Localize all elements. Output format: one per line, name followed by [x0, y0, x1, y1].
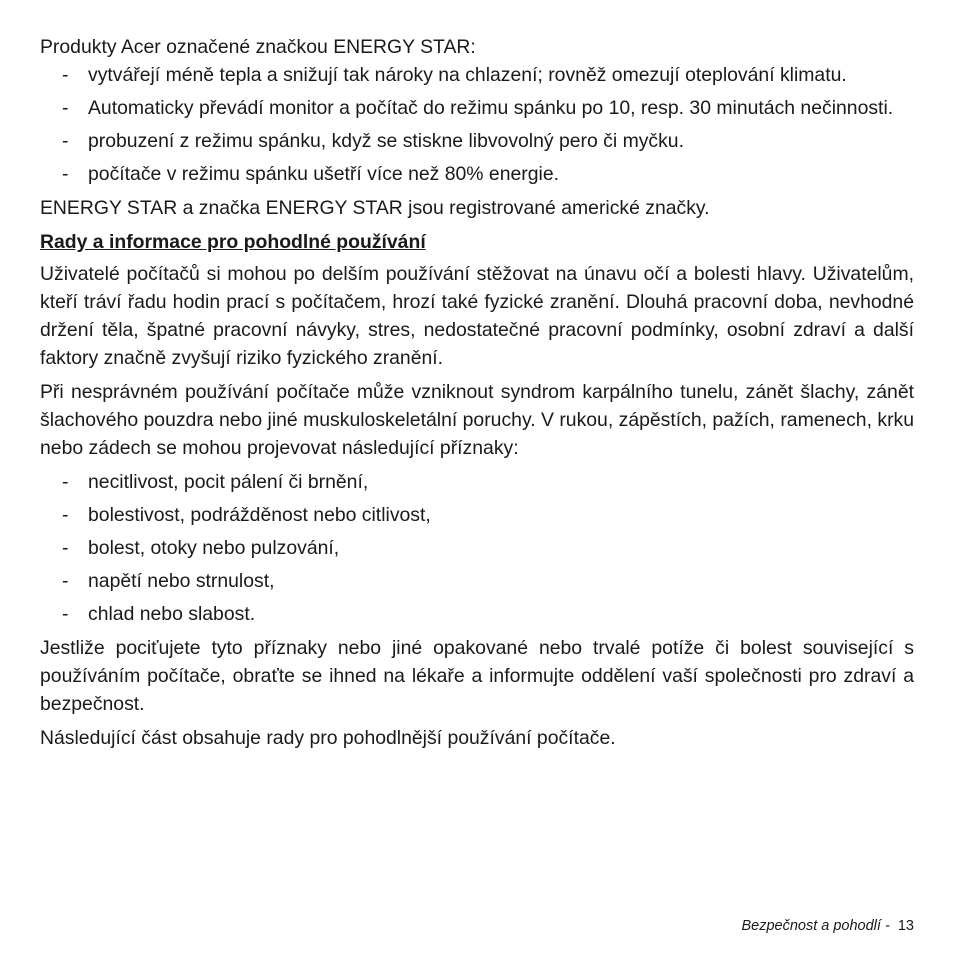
trademark-note: ENERGY STAR a značka ENERGY STAR jsou registrované americké značky. — [40, 197, 710, 219]
comfort-paragraph-3: Jestliže pociťujete tyto příznaky nebo jiné opakované nebo trvalé potíže či bolest související s používáním počítače, obraťte se ihned na lékaře a informujte oddělení vaší společnosti pro zdraví a bezpečnost. — [40, 637, 914, 715]
list-item-text: chlad nebo slabost. — [88, 603, 256, 625]
list-item — [40, 468, 914, 496]
list-item-text: probuzení z režimu spánku, když se stiskne libvovolný pero či myčku. — [88, 130, 684, 152]
list-item — [40, 534, 914, 562]
list-item-text: bolestivost, podrážděnost nebo citlivost, — [88, 504, 431, 526]
page-number: 13 — [897, 918, 914, 934]
bullet-dash: - — [62, 97, 69, 119]
bullet-dash: - — [62, 471, 69, 493]
list-item — [40, 501, 914, 529]
list-item — [40, 160, 914, 188]
list-item-text: počítače v režimu spánku ušetří více než 80% energie. — [88, 163, 560, 185]
bullet-dash: - — [62, 570, 69, 592]
page-footer — [741, 918, 914, 934]
list-item — [40, 567, 914, 595]
bullet-dash: - — [62, 504, 69, 526]
comfort-paragraph-1: Uživatelé počítačů si mohou po delším používání stěžovat na únavu očí a bolesti hlavy. Uživatelům, kteří tráví řadu hodin prací s počítačem, hrozí také fyzické zranění. Dlouhá pracovní doba, nevhodné držení těla, špatné pracovní návyky, stres, nedostatečné pracovní podmínky, osobní zdraví a další faktory značně zvyšují riziko fyzického zranění. — [40, 263, 914, 369]
section-heading: Rady a informace pro pohodlné používání — [40, 231, 426, 253]
comfort-paragraph-2: Při nesprávném používání počítače může vzniknout syndrom karpálního tunelu, zánět šlachy, zánět šlachového pouzdra nebo jiné muskuloskeletální poruchy. V rukou, zápěstích, pažích, ramenech, krku nebo zádech se mohou projevovat následující příznaky: — [40, 381, 914, 459]
bullet-dash: - — [62, 130, 69, 152]
list-item-text: Automaticky převádí monitor a počítač do režimu spánku po 10, resp. 30 minutách nečinnosti. — [88, 97, 894, 119]
list-item-text: bolest, otoky nebo pulzování, — [88, 537, 340, 559]
symptoms-list — [40, 468, 914, 628]
bullet-dash: - — [62, 603, 69, 625]
bullet-dash: - — [62, 163, 69, 185]
list-item — [40, 600, 914, 628]
energy-star-intro: Produkty Acer označené značkou ENERGY STAR: — [40, 36, 476, 58]
list-item-text: napětí nebo strnulost, — [88, 570, 275, 592]
list-item-text: vytvářejí méně tepla a snižují tak nároky na chlazení; rovněž omezují oteplování klimatu. — [88, 64, 847, 86]
footer-label: Bezpečnost a pohodlí - — [741, 918, 890, 934]
bullet-dash: - — [62, 64, 69, 86]
list-item — [40, 127, 914, 155]
document-body — [40, 33, 914, 758]
list-item-text: necitlivost, pocit pálení či brnění, — [88, 471, 369, 493]
list-item — [40, 61, 914, 89]
energy-star-list — [40, 61, 914, 188]
list-item — [40, 94, 914, 122]
comfort-paragraph-4: Následující část obsahuje rady pro pohodlnější používání počítače. — [40, 727, 616, 749]
bullet-dash: - — [62, 537, 69, 559]
